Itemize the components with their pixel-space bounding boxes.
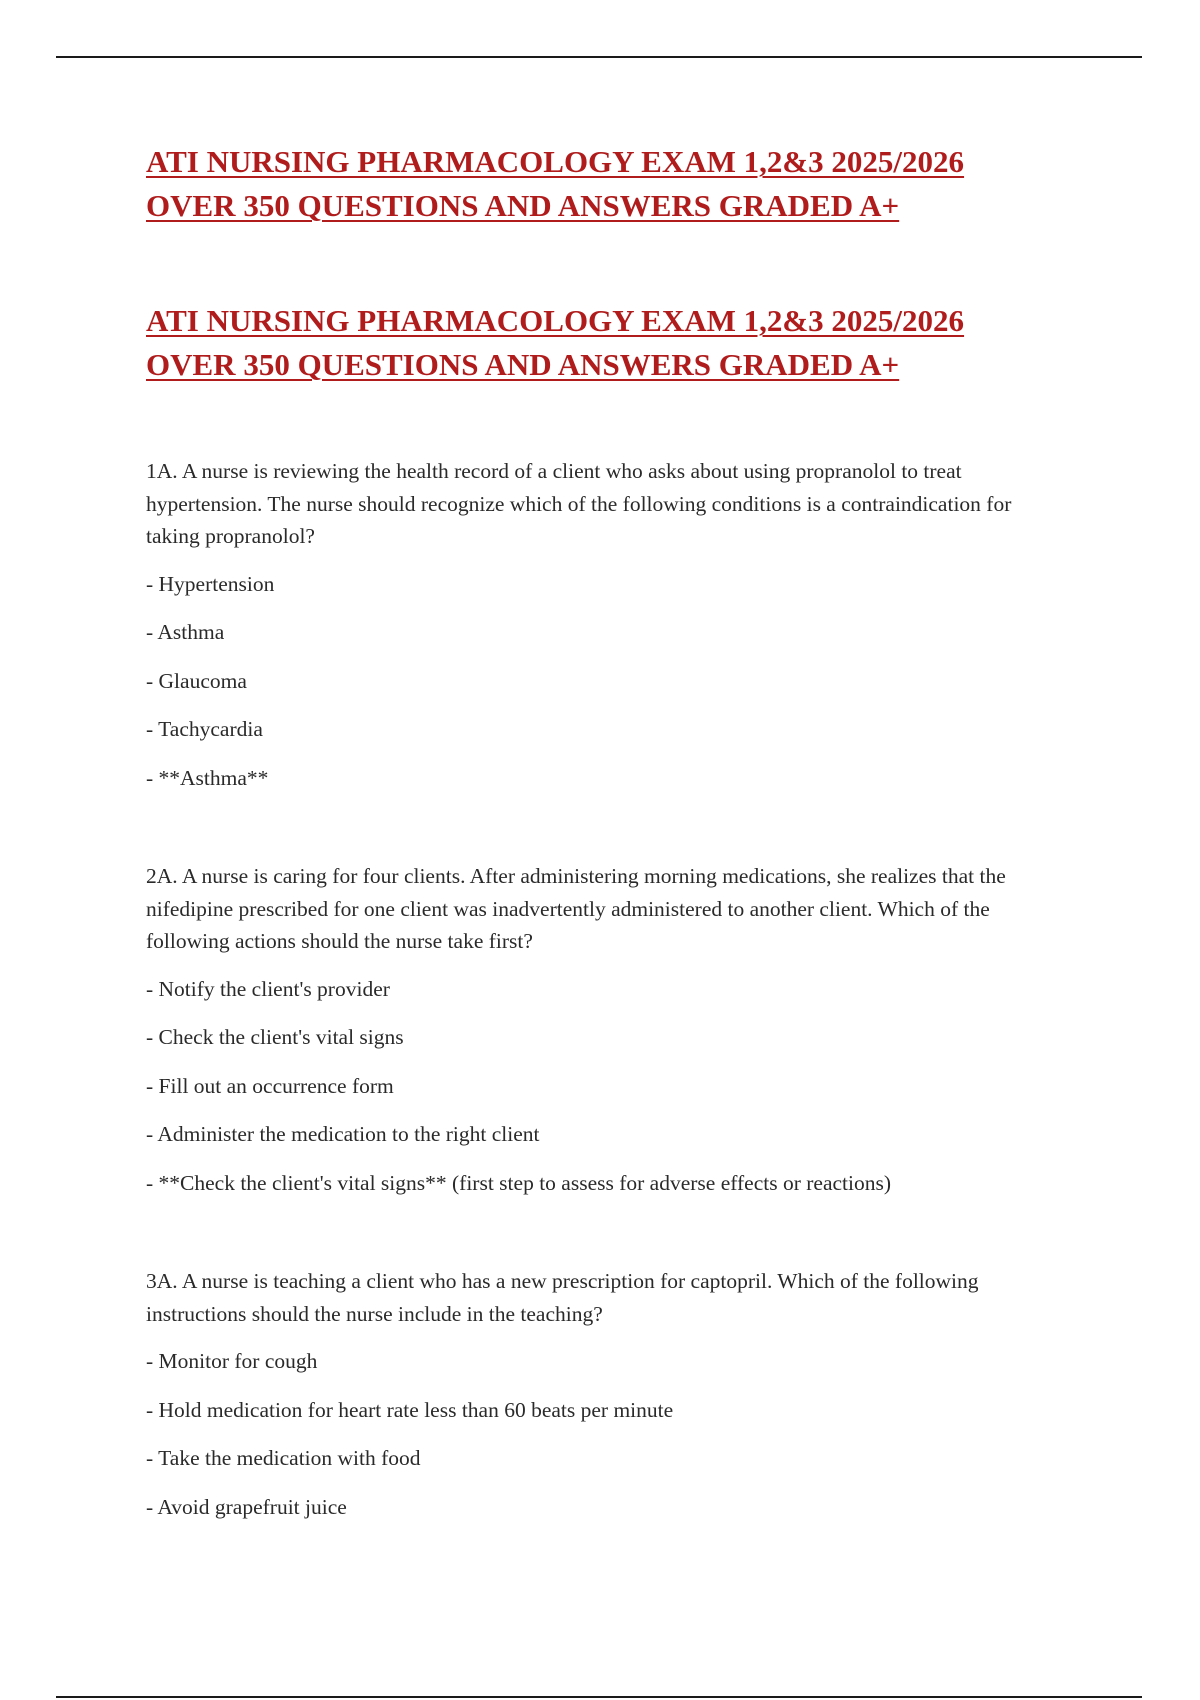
title-line: OVER 350 QUESTIONS AND ANSWERS GRADED A+ — [146, 347, 900, 382]
answer-option: - Hypertension — [146, 571, 275, 596]
question-text: 3A. A nurse is teaching a client who has a new prescription for captopril. Which of the following instructions should the nurse include in the teaching? — [146, 1269, 979, 1326]
bottom-rule — [56, 1696, 1142, 1698]
question-2 — [146, 860, 1066, 1199]
title-line: OVER 350 QUESTIONS AND ANSWERS GRADED A+ — [146, 188, 900, 223]
answer-option: - Hold medication for heart rate less than 60 beats per minute — [146, 1397, 674, 1422]
answer-option: - Asthma — [146, 620, 225, 644]
document-title — [146, 140, 1066, 228]
document-body — [146, 140, 1066, 1539]
answer-option: - Glaucoma — [146, 668, 247, 693]
answer-option: - Take the medication with food — [146, 1446, 421, 1470]
answer-option: - Tachycardia — [146, 717, 263, 741]
answer-option: - Fill out an occurrence form — [146, 1073, 394, 1098]
question-text: 2A. A nurse is caring for four clients. After administering morning medications, she realizes that the nifedipine prescribed for one client was inadvertently administered to another client. Which of the following actions should the nurse take first? — [146, 864, 1006, 953]
top-rule — [56, 56, 1142, 58]
question-1 — [146, 455, 1066, 794]
question-text: 1A. A nurse is reviewing the health record of a client who asks about using propranolol to treat hypertension. The nurse should recognize which of the following conditions is a contraindication for taking propranolol? — [146, 459, 1012, 548]
answer-option: - Monitor for cough — [146, 1349, 318, 1373]
title-line: ATI NURSING PHARMACOLOGY EXAM 1,2&3 2025/2026 — [146, 303, 965, 338]
question-3 — [146, 1265, 1066, 1523]
answer-option: - Check the client's vital signs — [146, 1025, 404, 1049]
correct-answer: - **Check the client's vital signs** (first step to assess for adverse effects or reactions) — [146, 1170, 892, 1195]
document-title-repeat — [146, 299, 1066, 387]
answer-option: - Avoid grapefruit juice — [146, 1494, 347, 1519]
answer-option: - Administer the medication to the right client — [146, 1122, 540, 1146]
answer-option: - Notify the client's provider — [146, 976, 390, 1001]
title-line: ATI NURSING PHARMACOLOGY EXAM 1,2&3 2025/2026 — [146, 144, 965, 179]
correct-answer: - **Asthma** — [146, 765, 269, 790]
